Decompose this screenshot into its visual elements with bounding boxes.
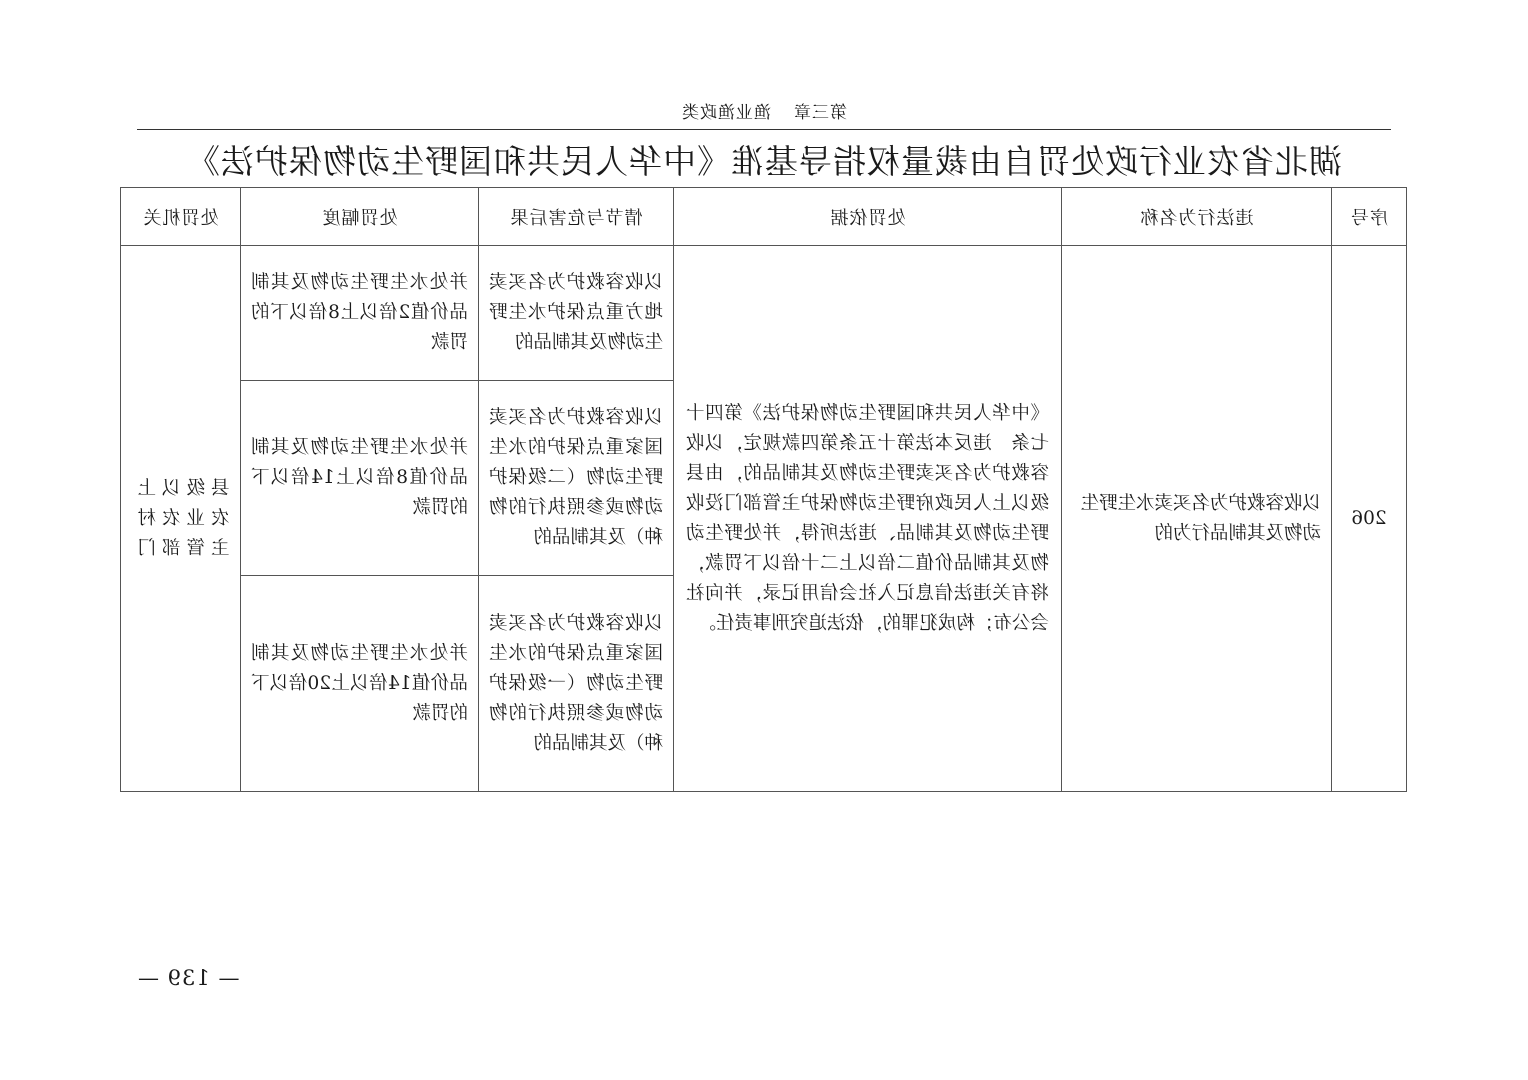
header-seq: 序号 [1332, 188, 1407, 246]
page-number: — 139 — [137, 966, 240, 990]
header-violation-name: 违法行为名称 [1062, 188, 1332, 246]
section-label: 渔业渔政类 [681, 103, 771, 123]
header-row [121, 188, 1407, 246]
running-head [0, 98, 1528, 123]
authority-cell: 县级以上农业农村主管部门 [121, 246, 241, 792]
severity-cell: 以收容救护为名买卖地方重点保护水生野生动物及其制品的 [479, 246, 674, 381]
basis-cell: 《中华人民共和国野生动物保护法》第四十七条 违反本法第十五条第四款规定，以收容救护为名买卖野生动物及其制品的，由县级以上人民政府野生动物保护主管部门没收野生动物及其制品、违法所得，并处野生动物及其制品价值二倍以上二十倍以下罚款，将有关违法信息记入社会信用记录，并向社会公布；构成犯罪的，依法追究刑事责任。 [674, 246, 1062, 792]
header-severity: 情节与危害后果 [479, 188, 674, 246]
document-title: 湖北省农业行政处罚自由裁量权指导基准《中华人民共和国野生动物保护法》 [186, 142, 1342, 181]
chapter-label: 第三章 [793, 103, 847, 123]
violation-name-cell: 以收容救护为名买卖水生野生动物及其制品行为的 [1062, 246, 1332, 792]
severity-cell: 以收容救护为名买卖国家重点保护的水生野生动物（二级保护动物或参照执行的物种）及其制品的 [479, 381, 674, 576]
range-cell: 并处水生野生动物及其制品价值8倍以上14倍以下的罚款 [241, 381, 479, 576]
header-basis: 处罚依据 [674, 188, 1062, 246]
header-range: 处罚幅度 [241, 188, 479, 246]
header-rule [137, 129, 1391, 130]
severity-cell: 以收容救护为名买卖国家重点保护的水生野生动物（一级保护动物或参照执行的物种）及其制品的 [479, 576, 674, 792]
header-authority: 处罚机关 [121, 188, 241, 246]
range-cell: 并处水生野生动物及其制品价值14倍以上20倍以下的罚款 [241, 576, 479, 792]
penalty-table [120, 187, 1407, 792]
table-row [121, 246, 1407, 381]
range-cell: 并处水生野生动物及其制品价值2倍以上8倍以下的罚款 [241, 246, 479, 381]
seq-cell: 206 [1332, 246, 1407, 792]
